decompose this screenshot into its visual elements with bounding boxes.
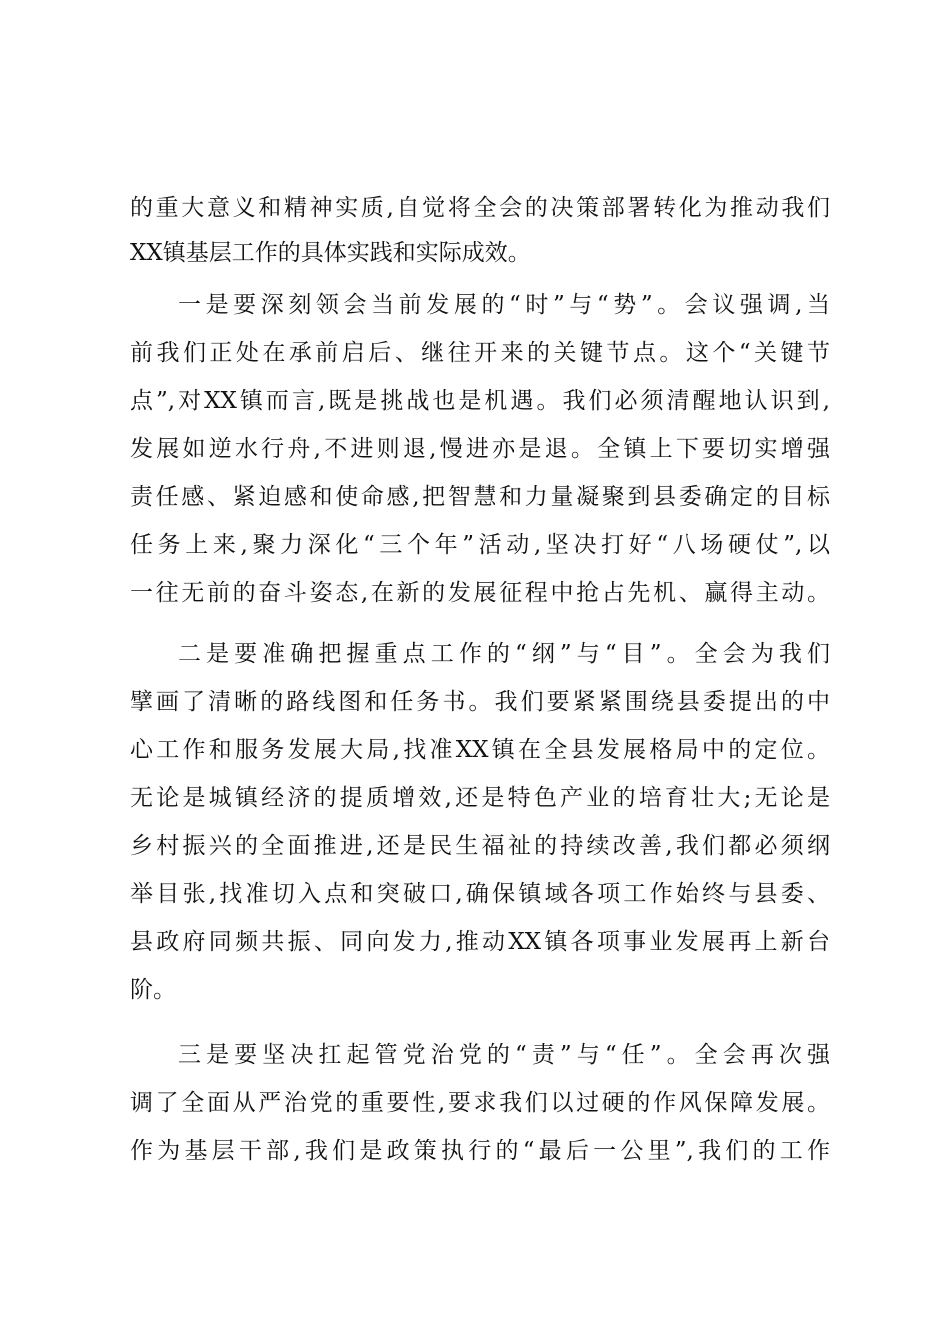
paragraph-start-line: 二是要准确把握重点工作的“纲”与“目”。全会为我们: [178, 641, 830, 667]
text-line: 作为基层干部,我们是政策执行的“最后一公里”,我们的工作: [130, 1138, 830, 1164]
text-line: 县政府同频共振、同向发力,推动XX镇各项事业发展再上新台: [130, 929, 830, 955]
text-line: 前我们正处在承前启后、继往开来的关键节点。这个“关键节: [130, 340, 830, 366]
text-line: 擘画了清晰的路线图和任务书。我们要紧紧围绕县委提出的中: [130, 689, 830, 715]
text-line: 一往无前的奋斗姿态,在新的发展征程中抢占先机、赢得主动。: [130, 580, 830, 606]
text-line: 调了全面从严治党的重要性,要求我们以过硬的作风保障发展。: [130, 1090, 830, 1116]
paragraph-start-line: 三是要坚决扛起管党治党的“责”与“任”。全会再次强: [178, 1042, 830, 1068]
text-line: 任务上来,聚力深化“三个年”活动,坚决打好“八场硬仗”,以: [130, 532, 830, 558]
text-line: 举目张,找准切入点和突破口,确保镇域各项工作始终与县委、: [130, 881, 830, 907]
text-line: 责任感、紧迫感和使命感,把智慧和力量凝聚到县委确定的目标: [130, 484, 830, 510]
text-line: 发展如逆水行舟,不进则退,慢进亦是退。全镇上下要切实增强: [130, 436, 830, 462]
text-line: 的重大意义和精神实质,自觉将全会的决策部署转化为推动我们: [130, 195, 830, 221]
text-line: XX镇基层工作的具体实践和实际成效。: [130, 240, 531, 266]
text-line: 乡村振兴的全面推进,还是民生福祉的持续改善,我们都必须纲: [130, 833, 830, 859]
text-line: 心工作和服务发展大局,找准XX镇在全县发展格局中的定位。: [130, 737, 830, 763]
text-line: 无论是城镇经济的提质增效,还是特色产业的培育壮大;无论是: [130, 785, 830, 811]
paragraph-start-line: 一是要深刻领会当前发展的“时”与“势”。会议强调,当: [178, 292, 830, 318]
text-line: 点”,对XX镇而言,既是挑战也是机遇。我们必须清醒地认识到,: [130, 388, 830, 414]
text-line: 阶。: [130, 977, 176, 1003]
